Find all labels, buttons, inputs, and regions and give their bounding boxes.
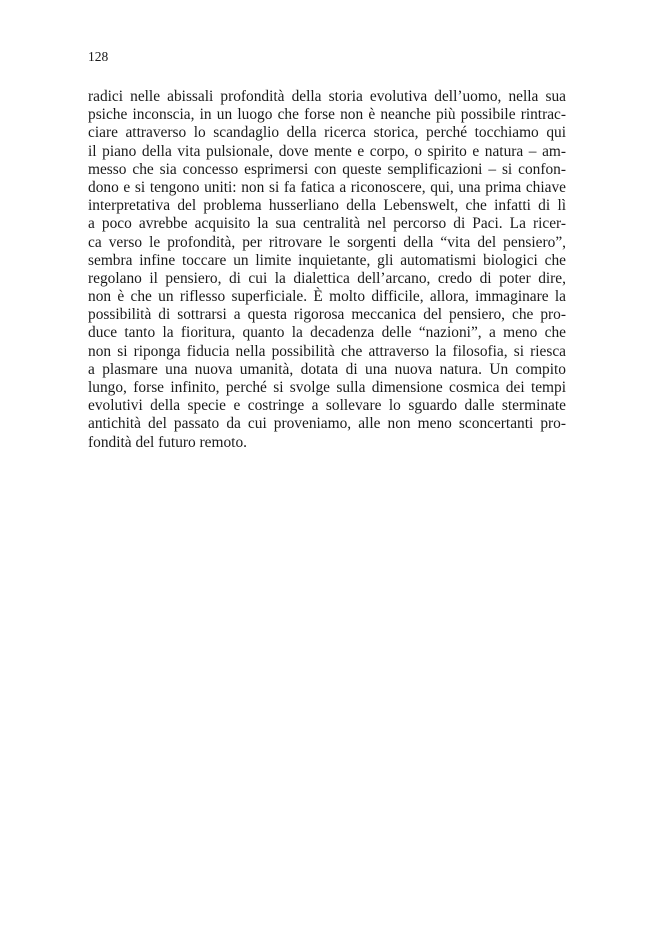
text-line: a poco avrebbe acquisito la sua centralità nel percorso di Paci. La ricer- [88, 215, 566, 233]
text-line: evolutivi della specie e costringe a sollevare lo sguardo dalle sterminate [88, 397, 566, 415]
text-line: psiche inconscia, in un luogo che forse non è neanche più possibile rintrac- [88, 106, 566, 124]
text-line: a plasmare una nuova umanità, dotata di una nuova natura. Un compito [88, 360, 566, 378]
text-line: regolano il pensiero, di cui la dialettica dell’arcano, credo di poter dire, [88, 269, 566, 287]
text-line: non si riponga fiducia nella possibilità che attraverso la filosofia, si riesca [88, 342, 566, 360]
text-line: antichità del passato da cui proveniamo, alle non meno sconcertanti pro- [88, 415, 566, 433]
text-line: ca verso le profondità, per ritrovare le sorgenti della “vita del pensiero”, [88, 233, 566, 251]
body-paragraph [88, 88, 566, 452]
text-line: interpretativa del problema husserliano della Lebenswelt, che infatti di lì [88, 197, 566, 215]
text-line: duce tanto la fioritura, quanto la decadenza delle “nazioni”, a meno che [88, 324, 566, 342]
text-line: ciare attraverso lo scandaglio della ricerca storica, perché tocchiamo qui [88, 124, 566, 142]
text-line: radici nelle abissali profondità della storia evolutiva dell’uomo, nella sua [88, 88, 566, 105]
text-line: fondità del futuro remoto. [88, 433, 247, 451]
text-line: non è che un riflesso superficiale. È molto difficile, allora, immaginare la [88, 288, 566, 306]
text-line: sembra infine toccare un limite inquietante, gli automatismi biologici che [88, 251, 566, 269]
text-line: messo che sia concesso esprimersi con queste semplificazioni – si confon- [88, 160, 566, 178]
text-line: lungo, forse infinito, perché si svolge sulla dimensione cosmica dei tempi [88, 379, 566, 396]
text-line: il piano della vita pulsionale, dove mente e corpo, o spirito e natura – am- [88, 142, 566, 160]
text-line: possibilità di sottrarsi a questa rigorosa meccanica del pensiero, che pro- [88, 306, 566, 324]
text-line: dono e si tengono uniti: non si fa fatica a riconoscere, qui, una prima chiave [88, 178, 566, 196]
page-number: 128 [88, 49, 109, 64]
